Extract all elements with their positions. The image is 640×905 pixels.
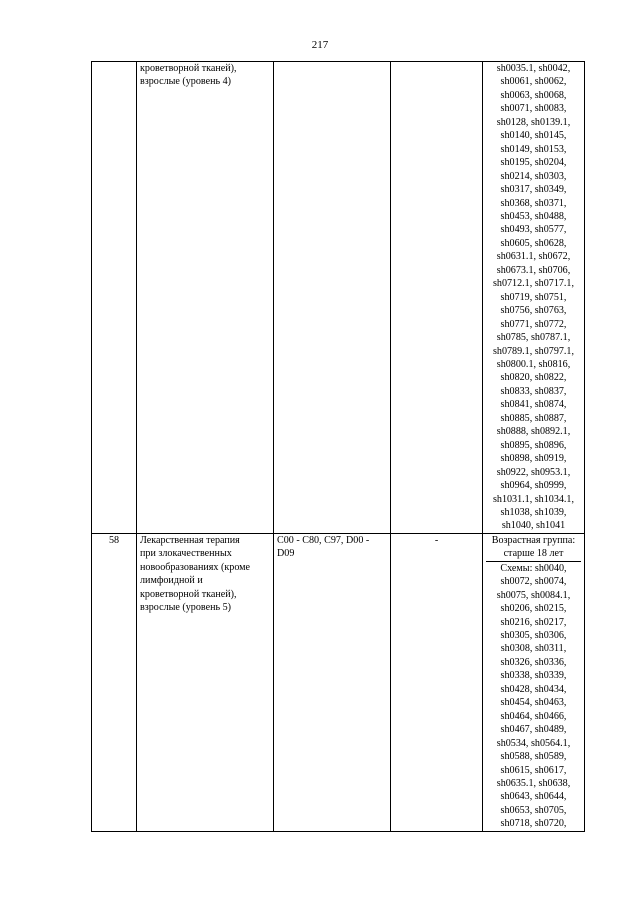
criteria-line: sh0615, sh0617, [500,764,567,776]
criteria-line: sh0820, sh0822, [500,372,567,384]
criteria-line: sh0195, sh0204, [500,157,567,169]
diagnosis-codes-cell [274,62,391,534]
criteria-line: sh1040, sh1041 [501,520,566,532]
criteria-line: sh0841, sh0874, [500,399,567,411]
criteria-line: sh0922, sh0953.1, [496,466,571,478]
criteria-line: sh0605, sh0628, [500,237,567,249]
criteria-line: sh0756, sh0763, [500,305,567,317]
criteria-block [486,561,581,831]
criteria-line: sh0888, sh0892.1, [496,426,571,438]
criteria-line: sh0428, sh0434, [500,683,567,695]
criteria-line: sh0673.1, sh0706, [496,264,571,276]
criteria-cell [483,533,585,831]
criteria-line: sh1031.1, sh1034.1, [492,493,575,505]
table-row [92,533,585,831]
criteria-line: Возрастная группа: [491,534,576,546]
services-cell: - [391,533,483,831]
criteria-line: sh0454, sh0463, [500,697,567,709]
criteria-line: sh0964, sh0999, [500,480,567,492]
group-name-line: при злокачественных [140,548,232,560]
group-name-line: кроветворной тканей), [140,63,237,74]
group-name-cell [137,533,274,831]
criteria-line: sh0453, sh0488, [500,210,567,222]
group-name-cell [137,62,274,534]
criteria-line: sh0643, sh0644, [500,791,567,803]
criteria-line: sh0061, sh0062, [500,76,567,88]
diagnosis-codes-cell: C00 - C80, C97, D00 - D09 [274,533,391,831]
criteria-line: sh0588, sh0589, [500,751,567,763]
page-number: 217 [311,39,329,51]
group-name-line: кроветворной тканей), [140,588,237,600]
table-body [92,62,585,832]
criteria-line: sh0493, sh0577, [500,224,567,236]
criteria-line: sh1038, sh1039, [500,506,567,518]
criteria-line: sh0635.1, sh0638, [496,778,571,790]
criteria-line: sh0326, sh0336, [500,656,567,668]
criteria-block [486,62,581,533]
criteria-line: sh0308, sh0311, [500,643,567,655]
criteria-line: sh0216, sh0217, [500,616,567,628]
criteria-line: sh0035.1, sh0042, [496,63,571,74]
criteria-line: sh0785, sh0787.1, [496,332,571,344]
criteria-line: sh0206, sh0215, [500,603,567,615]
criteria-block [486,534,581,561]
group-name-line: взрослые (уровень 5) [140,602,232,614]
row-number-cell: 58 [92,533,137,831]
group-name-line: Лекарственная терапия [140,534,240,546]
criteria-line: sh0653, sh0705, [500,804,567,816]
criteria-line: sh0885, sh0887, [500,412,567,424]
criteria-line: sh0464, sh0466, [500,710,567,722]
criteria-line: sh0063, sh0068, [500,89,567,101]
criteria-line: sh0317, sh0349, [500,184,567,196]
criteria-line: sh0368, sh0371, [500,197,567,209]
group-name-line: взрослые (уровень 4) [140,76,232,88]
criteria-line: sh0534, sh0564.1, [496,737,571,749]
criteria-line: sh0140, sh0145, [500,130,567,142]
criteria-line: sh0895, sh0896, [500,439,567,451]
group-name-line: новообразованиях (кроме [140,561,251,573]
tariff-table [91,61,585,832]
criteria-line: sh0789.1, sh0797.1, [492,345,575,357]
criteria-cell [483,62,585,534]
table-row [92,62,585,534]
criteria-line: sh0071, sh0083, [500,103,567,115]
criteria-line: sh0075, sh0084.1, [496,589,571,601]
criteria-line: sh0128, sh0139.1, [496,116,571,128]
criteria-line: sh0467, sh0489, [500,724,567,736]
criteria-line: старше 18 лет [503,548,564,560]
criteria-line: sh0072, sh0074, [500,576,567,588]
row-number-cell [92,62,137,534]
criteria-line: sh0718, sh0720, [500,818,567,830]
criteria-line: sh0214, sh0303, [500,170,567,182]
criteria-line: sh0771, sh0772, [500,318,567,330]
services-cell [391,62,483,534]
criteria-line: sh0712.1, sh0717.1, [492,278,575,290]
criteria-line: sh0719, sh0751, [500,291,567,303]
criteria-line: sh0631.1, sh0672, [496,251,571,263]
criteria-line: sh0898, sh0919, [500,453,567,465]
criteria-line: sh0800.1, sh0816, [496,358,571,370]
criteria-line: sh0338, sh0339, [500,670,567,682]
criteria-line: Схемы: sh0040, [500,562,567,574]
group-name-line: лимфоидной и [140,575,203,587]
criteria-line: sh0149, sh0153, [500,143,567,155]
criteria-line: sh0305, sh0306, [500,630,567,642]
criteria-line: sh0833, sh0837, [500,385,567,397]
